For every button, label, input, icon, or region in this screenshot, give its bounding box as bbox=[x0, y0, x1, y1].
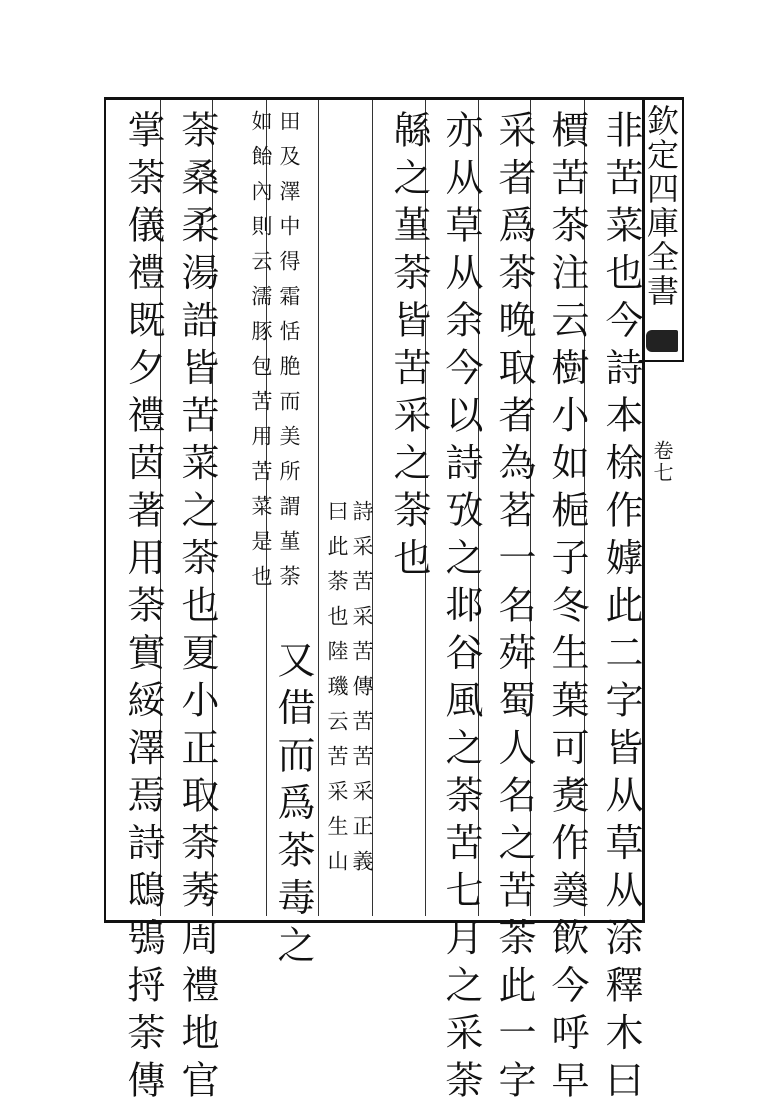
text-column-8-note: 如飴內則云濡豚包苦用苦菜是也 bbox=[249, 110, 273, 600]
text-column-6-note: 曰此荼也陸璣云苦采生山 bbox=[325, 500, 349, 885]
text-column-2: 檟苦茶注云樹小如梔子冬生葉可煑作羮飲今呼早 bbox=[545, 110, 589, 1108]
book-title: 欽定四庫全書 bbox=[642, 104, 680, 308]
text-column-5-main: 緜之堇荼皆苦采之荼也 bbox=[387, 110, 431, 585]
text-column-7-note: 田及澤中得霜恬脃而美所謂堇荼 bbox=[277, 110, 301, 600]
text-column-1: 非苦菜也今詩本梌作嫭此二字皆从草从涂釋木曰 bbox=[599, 110, 643, 1108]
text-column-3: 采者爲茶晚取者為茗一名荈蜀人名之苦荼此一字 bbox=[492, 110, 536, 1108]
text-column-10: 掌荼儀禮既夕禮茵著用荼實綏澤焉詩鴟鴞捋荼傳 bbox=[121, 110, 165, 1108]
text-column-4: 亦从草从余今以詩攷之邶谷風之荼苦七月之采荼 bbox=[439, 110, 483, 1108]
text-column-5-note: 詩采苦采苦傳苦苦采正義 bbox=[350, 500, 374, 885]
text-column-8-main: 又借而爲茶毒之 bbox=[271, 640, 315, 973]
text-column-9: 荼桑柔湯誥皆苦菜之荼也夏小正取荼莠周禮地官 bbox=[175, 110, 219, 1108]
juan-label: 卷七 bbox=[650, 440, 674, 484]
fish-tail-mark-icon bbox=[646, 330, 678, 352]
